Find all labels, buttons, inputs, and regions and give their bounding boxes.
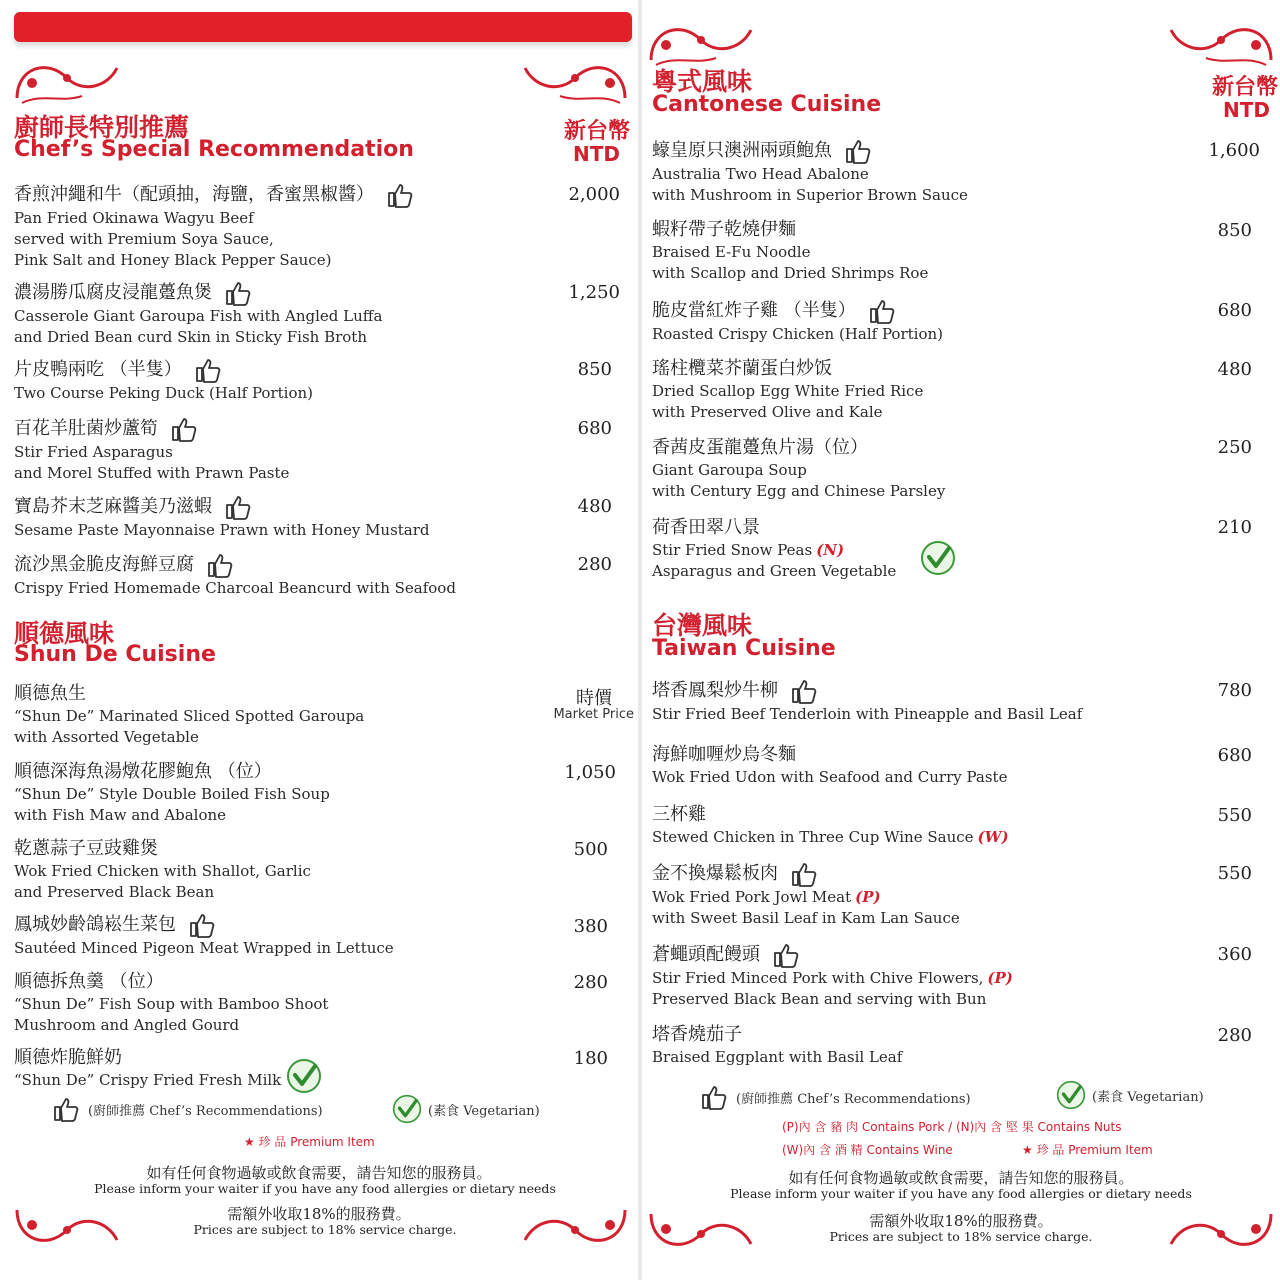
item-name-english: Asparagus and Green Vegetable <box>652 562 897 580</box>
menu-item <box>14 280 382 348</box>
item-name-chinese: 順德炸脆鮮奶 <box>14 1047 122 1068</box>
item-name-chinese: 脆皮當紅炸子雞 （半隻） <box>652 300 856 321</box>
item-name-english: Braised Eggplant with Basil Leaf <box>652 1048 903 1066</box>
legend-pork-nuts: (P)內 含 豬 肉 Contains Pork / (N)內 含 堅 果 Contains Nuts <box>782 1120 1122 1134</box>
legend-vegetarian <box>392 1094 540 1124</box>
price-header-english: NTD <box>573 142 620 166</box>
thumbs-up-icon <box>224 494 252 520</box>
item-name-english: Wok Fried Udon with Seafood and Curry Paste <box>652 768 1008 786</box>
top-red-bar <box>14 12 632 42</box>
item-name-english: Stir Fried Minced Pork with Chive Flowers, <box>652 969 984 987</box>
allergen-tag: (P) <box>855 888 881 906</box>
item-name-chinese: 片皮鴨兩吃 （半隻） <box>14 359 182 380</box>
item-name-english: and Preserved Black Bean <box>14 883 215 901</box>
item-name-english: Sesame Paste Mayonnaise Prawn with Honey Mustard <box>14 521 430 539</box>
menu-item <box>14 494 430 541</box>
scroll-ornament-icon <box>1166 1204 1276 1264</box>
service-charge-chinese: 需額外收取18%的服務費。 <box>869 1212 1053 1230</box>
item-price-note: Market Price <box>553 707 634 722</box>
item-price: 1,050 <box>564 762 616 783</box>
item-price: 680 <box>1217 745 1252 766</box>
item-price: 360 <box>1217 944 1252 965</box>
item-name-chinese: 瑤柱欖菜芥蘭蛋白炒饭 <box>652 358 832 379</box>
item-price: 380 <box>573 916 608 937</box>
item-name-english: Pink Salt and Honey Black Pepper Sauce) <box>14 251 332 269</box>
item-name-chinese: 順德魚生 <box>14 683 86 704</box>
item-name-english: Two Course Peking Duck (Half Portion) <box>14 384 313 402</box>
item-name-chinese: 順德深海魚湯燉花膠鮑魚 （位） <box>14 761 272 782</box>
menu-item <box>14 682 364 748</box>
menu-item <box>652 436 945 502</box>
menu-item <box>652 861 960 929</box>
item-price: 550 <box>1217 805 1252 826</box>
legend-vegetarian-label: (素食 Vegetarian) <box>1092 1089 1204 1105</box>
legend-wine: (W)內 含 酒 精 Contains Wine <box>782 1143 953 1157</box>
item-name-english: Stir Fried Beef Tenderloin with Pineapple and Basil Leaf <box>652 705 1083 723</box>
item-name-chinese: 濃湯勝瓜腐皮浸龍躉魚煲 <box>14 282 212 303</box>
item-name-english: Pan Fried Okinawa Wagyu Beef <box>14 209 254 227</box>
allergy-notice-chinese: 如有任何食物過敏或飲食需要，請告知您的服務員。 <box>788 1169 1134 1187</box>
item-price: 850 <box>1217 220 1252 241</box>
menu-item <box>652 218 928 284</box>
item-name-chinese: 乾蔥蒜子豆豉雞煲 <box>14 838 158 859</box>
item-name-english: with Sweet Basil Leaf in Kam Lan Sauce <box>652 909 960 927</box>
thumbs-up-icon <box>700 1084 728 1110</box>
item-name-chinese: 蒼蠅頭配饅頭 <box>652 944 760 965</box>
thumbs-up-icon <box>188 912 216 938</box>
item-name-chinese: 香煎沖繩和牛（配頭抽，海鹽，香蜜黑椒醬） <box>14 184 374 205</box>
menu-page-right <box>642 0 1280 1280</box>
item-price: 480 <box>577 496 612 517</box>
thumbs-up-icon <box>790 678 818 704</box>
item-name-chinese: 香茜皮蛋龍躉魚片湯（位） <box>652 437 868 458</box>
menu-item <box>652 298 943 345</box>
thumbs-up-icon <box>386 182 414 208</box>
item-price: 250 <box>1217 437 1252 458</box>
item-name-chinese: 荷香田翠八景 <box>652 517 760 538</box>
menu-item <box>652 942 1013 1010</box>
price-header-chinese: 新台幣 <box>563 118 630 144</box>
menu-item <box>14 970 328 1036</box>
item-name-english: Sautéed Minced Pigeon Meat Wrapped in Lettuce <box>14 939 394 957</box>
service-charge-english: Prices are subject to 18% service charge. <box>193 1222 457 1237</box>
item-name-english: “Shun De” Fish Soup with Bamboo Shoot <box>14 995 329 1013</box>
thumbs-up-icon <box>844 138 872 164</box>
item-name-english: and Dried Bean curd Skin in Sticky Fish Broth <box>14 328 367 346</box>
item-price: 280 <box>573 972 608 993</box>
item-name-chinese: 蠔皇原只澳洲兩頭鮑魚 <box>652 140 832 161</box>
item-name-english: Stir Fried Snow Peas <box>652 541 813 559</box>
item-price: 210 <box>1217 517 1252 538</box>
menu-item <box>652 678 1082 725</box>
menu-item <box>14 552 456 599</box>
item-name-chinese: 三杯雞 <box>652 804 706 825</box>
allergy-notice-chinese: 如有任何食物過敏或飲食需要，請告知您的服務員。 <box>146 1164 492 1182</box>
item-name-chinese: 海鮮咖喱炒烏冬麵 <box>652 744 796 765</box>
vegetarian-check-icon <box>392 1094 422 1124</box>
menu-item <box>652 357 923 423</box>
section-title-chinese: 廚師長特別推薦 <box>14 113 190 142</box>
price-header-chinese: 新台幣 <box>1211 74 1278 100</box>
item-name-chinese: 鳳城妙齡鴿崧生菜包 <box>14 914 176 935</box>
item-name-english: Preserved Black Bean and serving with Bun <box>652 990 987 1008</box>
item-price: 2,000 <box>568 184 620 205</box>
section-title-chinese: 台灣風味 <box>652 611 753 640</box>
item-name-english: Wok Fried Chicken with Shallot, Garlic <box>14 862 311 880</box>
item-name-english: with Assorted Vegetable <box>14 728 199 746</box>
section-title-english: Taiwan Cuisine <box>652 636 836 661</box>
scroll-ornament-icon <box>1166 10 1276 70</box>
item-name-english: Stewed Chicken in Three Cup Wine Sauce <box>652 828 974 846</box>
item-name-chinese: 金不換爆鬆板肉 <box>652 863 778 884</box>
item-name-english: “Shun De” Style Double Boiled Fish Soup <box>14 785 330 803</box>
menu-item <box>14 760 330 826</box>
price-header-english: NTD <box>1223 98 1270 122</box>
item-name-english: with Mushroom in Superior Brown Sauce <box>652 186 968 204</box>
allergy-notice-english: Please inform your waiter if you have any food allergies or dietary needs <box>730 1186 1192 1201</box>
menu-item <box>14 416 289 484</box>
item-name-chinese: 蝦籽帶子乾燒伊麵 <box>652 219 796 240</box>
item-price: 180 <box>573 1048 608 1069</box>
item-price: 280 <box>1217 1025 1252 1046</box>
vegetarian-check-icon <box>286 1058 322 1094</box>
menu-item <box>652 803 1009 848</box>
scroll-ornament-icon <box>520 48 630 108</box>
legend-premium: ★ 珍 品 Premium Item <box>244 1135 375 1149</box>
menu-item <box>14 182 414 271</box>
service-charge-chinese: 需額外收取18%的服務費。 <box>227 1205 411 1223</box>
menu-item <box>652 516 896 582</box>
item-name-english: Giant Garoupa Soup <box>652 461 807 479</box>
thumbs-up-icon <box>52 1096 80 1122</box>
item-name-english: with Preserved Olive and Kale <box>652 403 883 421</box>
item-price: 550 <box>1217 863 1252 884</box>
section-title-english: Chef’s Special Recommendation <box>14 137 414 162</box>
menu-item <box>652 743 1007 788</box>
allergen-tag: (N) <box>816 541 845 559</box>
item-name-english: Crispy Fried Homemade Charcoal Beancurd with Seafood <box>14 579 456 597</box>
legend-vegetarian-label: (素食 Vegetarian) <box>428 1103 540 1119</box>
legend-premium: ★ 珍 品 Premium Item <box>1022 1143 1153 1157</box>
item-name-english: “Shun De” Marinated Sliced Spotted Garoupa <box>14 707 365 725</box>
item-name-chinese: 順德拆魚羹 （位） <box>14 971 164 992</box>
vegetarian-check-icon <box>1056 1080 1086 1110</box>
scroll-ornament-icon <box>12 48 122 108</box>
menu-item <box>14 837 311 903</box>
item-name-chinese: 寶島芥末芝麻醬美乃滋蝦 <box>14 496 212 517</box>
scroll-ornament-icon <box>520 1200 630 1260</box>
item-name-english: Stir Fried Asparagus <box>14 443 173 461</box>
allergen-tag: (P) <box>987 969 1013 987</box>
item-name-english: Wok Fried Pork Jowl Meat <box>652 888 852 906</box>
item-name-english: with Scallop and Dried Shrimps Roe <box>652 264 929 282</box>
item-name-english: served with Premium Soya Sauce, <box>14 230 274 248</box>
item-name-english: Australia Two Head Abalone <box>652 165 869 183</box>
item-name-english: Braised E-Fu Noodle <box>652 243 811 261</box>
thumbs-up-icon <box>206 552 234 578</box>
scroll-ornament-icon <box>12 1200 122 1260</box>
menu-item <box>14 1046 281 1091</box>
thumbs-up-icon <box>868 298 896 324</box>
section-title-chinese: 粵式風味 <box>652 67 753 96</box>
item-name-english: Dried Scallop Egg White Fried Rice <box>652 382 924 400</box>
legend-vegetarian <box>1056 1080 1204 1110</box>
legend-chef-label: (廚師推薦 Chef’s Recommendations) <box>88 1103 323 1119</box>
item-name-english: Mushroom and Angled Gourd <box>14 1016 240 1034</box>
item-price: 1,250 <box>568 282 620 303</box>
item-name-chinese: 百花羊肚菌炒蘆筍 <box>14 418 158 439</box>
menu-item <box>652 138 968 206</box>
item-name-english: Roasted Crispy Chicken (Half Portion) <box>652 325 944 343</box>
item-price: 1,600 <box>1208 140 1260 161</box>
item-price: 780 <box>1217 680 1252 701</box>
scroll-ornament-icon <box>646 1204 756 1264</box>
menu-item <box>14 357 313 404</box>
thumbs-up-icon <box>170 416 198 442</box>
item-name-english: Casserole Giant Garoupa Fish with Angled Luffa <box>14 307 383 325</box>
menu-page-left <box>0 0 638 1280</box>
item-name-english: and Morel Stuffed with Prawn Paste <box>14 464 290 482</box>
thumbs-up-icon <box>790 861 818 887</box>
item-name-chinese: 塔香鳳梨炒牛柳 <box>652 680 778 701</box>
legend-chef <box>52 1096 323 1122</box>
item-price: 280 <box>577 554 612 575</box>
item-name-english: with Century Egg and Chinese Parsley <box>652 482 946 500</box>
item-name-english: “Shun De” Crispy Fried Fresh Milk <box>14 1071 282 1089</box>
menu-item <box>14 912 394 959</box>
thumbs-up-icon <box>224 280 252 306</box>
vegetarian-check-icon <box>920 540 956 576</box>
allergen-tag: (W) <box>977 828 1009 846</box>
item-name-chinese: 流沙黑金脆皮海鮮豆腐 <box>14 554 194 575</box>
menu-item <box>652 1023 902 1068</box>
section-title-english: Cantonese Cuisine <box>652 92 882 117</box>
item-name-chinese: 塔香燒茄子 <box>652 1024 742 1045</box>
item-price: 時價 <box>576 688 612 709</box>
thumbs-up-icon <box>772 942 800 968</box>
thumbs-up-icon <box>194 357 222 383</box>
item-price: 850 <box>577 359 612 380</box>
section-title-chinese: 順德風味 <box>14 619 115 648</box>
item-price: 500 <box>573 839 608 860</box>
service-charge-english: Prices are subject to 18% service charge. <box>829 1229 1093 1244</box>
allergy-notice-english: Please inform your waiter if you have any food allergies or dietary needs <box>94 1181 556 1196</box>
section-title-english: Shun De Cuisine <box>14 642 216 667</box>
legend-chef <box>700 1084 971 1110</box>
item-name-english: with Fish Maw and Abalone <box>14 806 227 824</box>
scroll-ornament-icon <box>646 10 756 70</box>
item-price: 680 <box>577 418 612 439</box>
item-price: 480 <box>1217 359 1252 380</box>
item-price: 680 <box>1217 300 1252 321</box>
legend-chef-label: (廚師推薦 Chef’s Recommendations) <box>736 1091 971 1107</box>
